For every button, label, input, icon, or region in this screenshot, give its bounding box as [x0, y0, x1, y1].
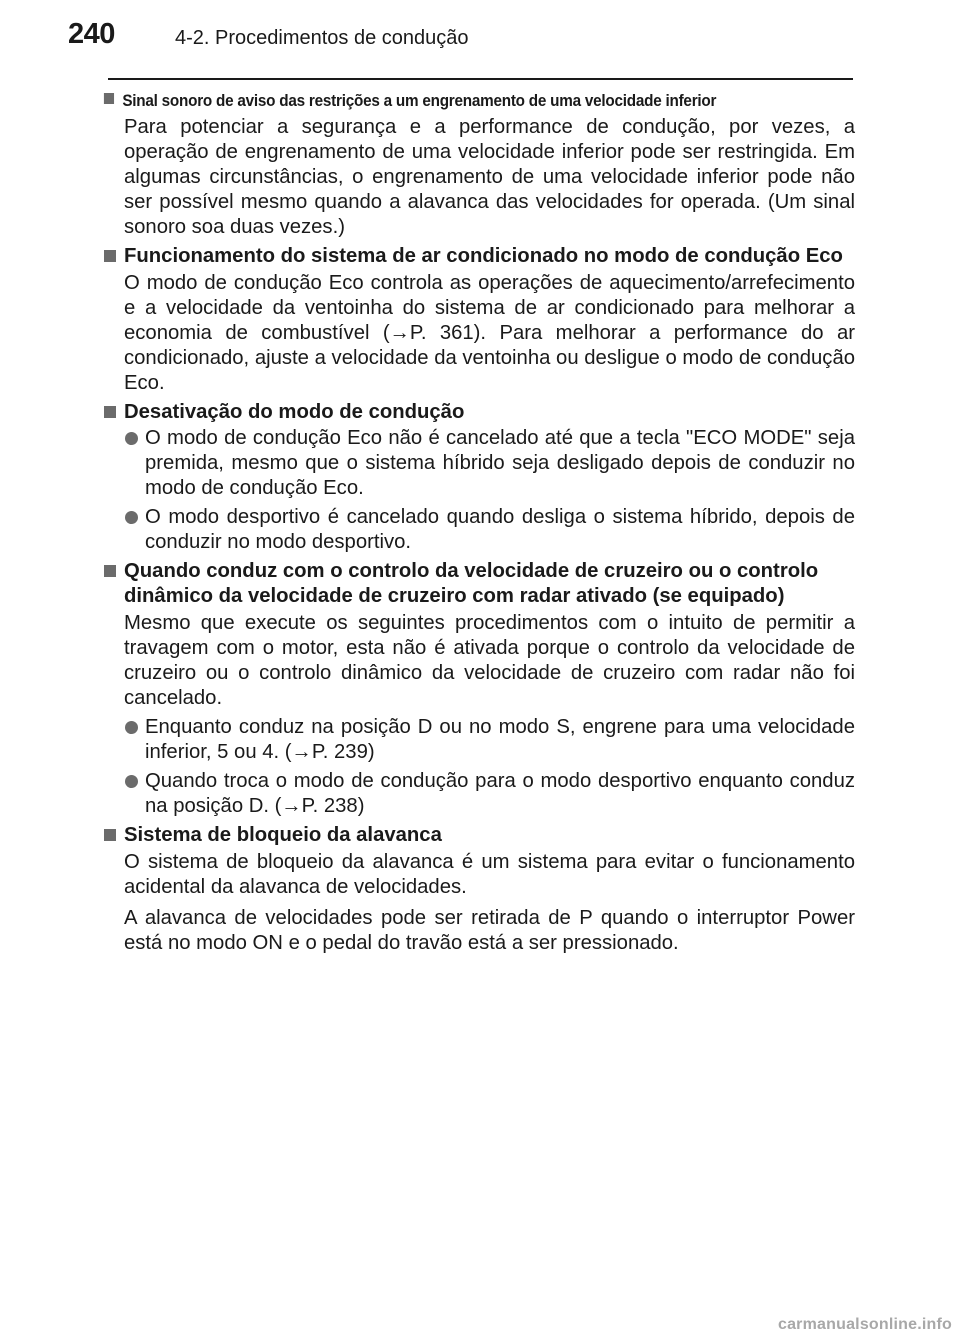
paragraph: O modo de condução Eco controla as operações de aquecimento/arrefecimento e a velocidade da ventoinha do sistema de ar condicionado para melhorar a economia de combustível (→P. 361). Para melhorar a performance do ar condicionado, ajuste a velocidade da ventoinha ou desligue o modo de condução Eco.: [124, 272, 855, 394]
section-heading: [103, 88, 795, 113]
section-heading: [103, 400, 855, 425]
section-heading-text: Sistema de bloqueio da alavanca: [124, 824, 442, 846]
paragraph: O sistema de bloqueio da alavanca é um sistema para evitar o funcionamento acidental da alavanca de velocidades.: [124, 851, 855, 898]
list-item-text: O modo de condução Eco não é cancelado até que a tecla "ECO MODE" seja premida, mesmo que o sistema híbrido seja desligado depois de conduzir no modo de condução Eco.: [145, 427, 855, 499]
chapter-title: 4-2. Procedimentos de condução: [175, 27, 469, 49]
square-bullet-icon: [104, 406, 116, 418]
round-bullet-icon: [125, 511, 138, 524]
section-heading-text: Quando conduz com o controlo da velocidade de cruzeiro ou o controlo dinâmico da velocidade de cruzeiro com radar ativado (se equipado): [124, 560, 819, 607]
square-bullet-icon: [104, 93, 114, 104]
list-item: [103, 426, 855, 501]
round-bullet-icon: [125, 775, 138, 788]
section-drive-mode-deactivation: [103, 400, 855, 555]
list-item: [103, 769, 855, 819]
paragraph: A alavanca de velocidades pode ser retirada de P quando o interruptor Power está no modo ON e o pedal do travão está a ser pressionado.: [124, 907, 855, 954]
page-content: [103, 88, 855, 960]
square-bullet-icon: [104, 565, 116, 577]
section-heading-text: Sinal sonoro de aviso das restrições a um engrenamento de uma velocidade inferior: [122, 91, 717, 110]
list-item-text: Quando troca o modo de condução para o modo desportivo enquanto conduz na posição D. (→P. 238): [145, 770, 855, 817]
list-item: [103, 505, 855, 555]
round-bullet-icon: [125, 432, 138, 445]
round-bullet-icon: [125, 721, 138, 734]
square-bullet-icon: [104, 250, 116, 262]
square-bullet-icon: [104, 829, 116, 841]
list-item-text: O modo desportivo é cancelado quando desliga o sistema híbrido, depois de conduzir no modo desportivo.: [145, 506, 855, 553]
paragraph: Mesmo que execute os seguintes procedimentos com o intuito de permitir a travagem com o motor, esta não é ativada porque o controlo da velocidade de cruzeiro ou o controlo dinâmico da velocidade de cruzeiro com radar não foi cancelado.: [124, 612, 855, 709]
header-divider: [108, 78, 853, 80]
section-shift-lock-system: [103, 823, 855, 956]
section-heading: [103, 244, 855, 269]
section-cruise-control: [103, 559, 855, 819]
paragraph: Para potenciar a segurança e a performance de condução, por vezes, a operação de engrenamento de uma velocidade inferior pode ser restringida. Em algumas circunstâncias, o engrenamento de uma velocidade inferior pode não ser possível mesmo quando a alavanca das velocidades for operada. (Um sinal sonoro soa duas vezes.): [124, 116, 855, 238]
section-eco-air-conditioning: [103, 244, 855, 396]
section-heading-text: Desativação do modo de condução: [124, 401, 465, 423]
section-heading-text: Funcionamento do sistema de ar condicionado no modo de condução Eco: [124, 245, 843, 267]
list-item-text: Enquanto conduz na posição D ou no modo S, engrene para uma velocidade inferior, 5 ou 4. (→P. 239): [145, 716, 855, 763]
page-number: 240: [68, 18, 115, 50]
list-item: [103, 715, 855, 765]
page-header: [0, 0, 960, 80]
section-gear-restriction-beep: [103, 88, 855, 240]
watermark: carmanualsonline.info: [777, 1316, 952, 1333]
section-heading: [103, 823, 855, 848]
section-heading: [103, 559, 855, 609]
